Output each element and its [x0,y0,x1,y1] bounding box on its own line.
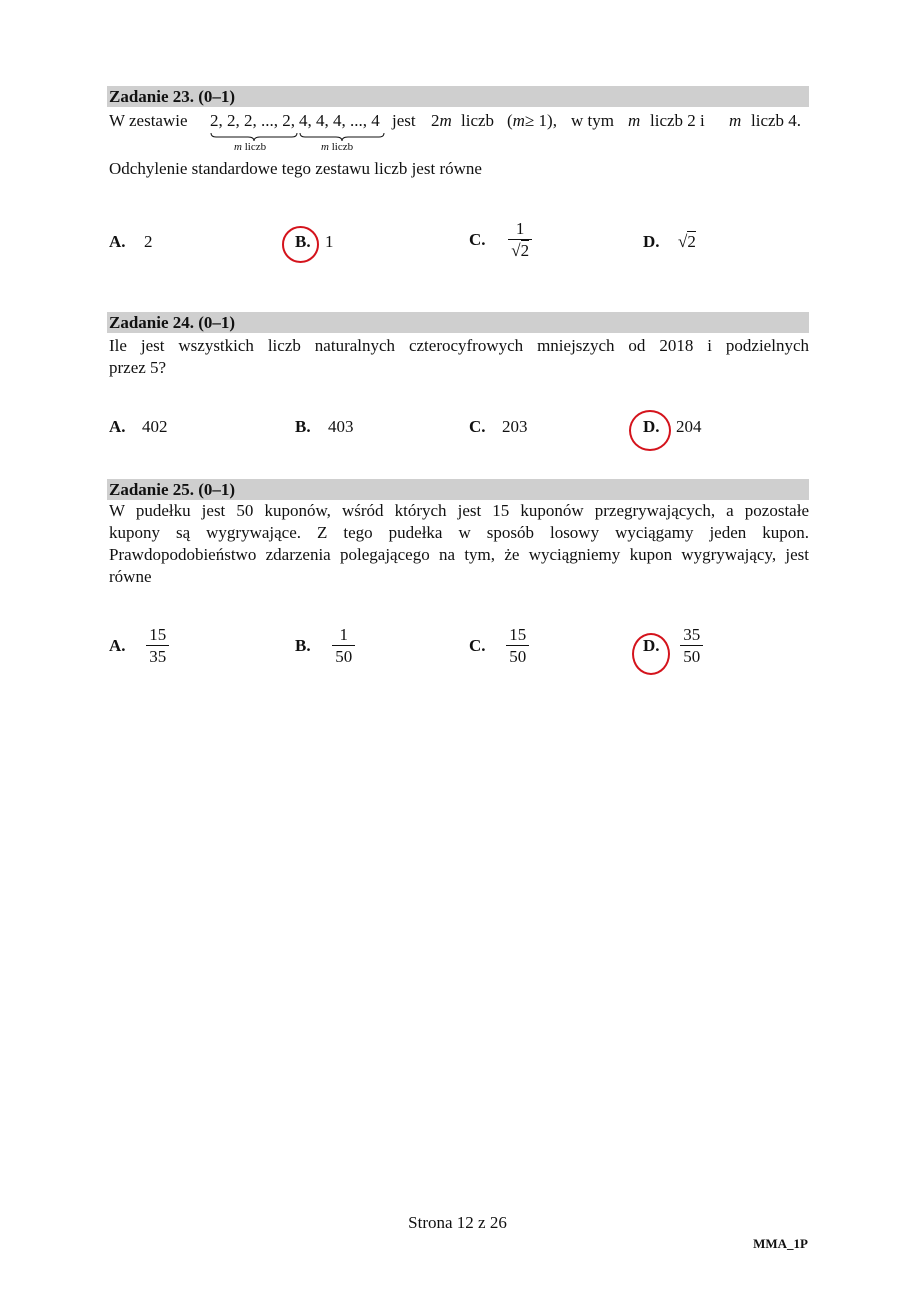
question-text: przez 5? [109,358,167,377]
option-c[interactable]: C. 203 [469,417,528,436]
option-b[interactable]: B. $\frac{1}{50}$ [295,625,355,667]
sequence-twos: 2, 2, 2, ..., 2, [210,111,295,130]
task-25 [107,479,809,689]
fraction: $\frac{35}{50}$ [680,625,703,667]
option-c[interactable]: C. $\frac{15}{50}$ [469,625,529,667]
page-number: Strona 12 z 26 [408,1213,507,1232]
question-text: kupony są wygrywające. Z tego pudełka w sposób losowy wyciągamy jeden kupon. [109,523,809,542]
question-condition: (m≥ 1), [507,111,557,130]
brace-label: m liczb [321,141,354,153]
task-header: Zadanie 23. (0–1) [107,86,809,107]
question-fragment: liczb 2 i [650,111,705,130]
option-a[interactable]: A. $\frac{15}{35}$ [109,625,169,667]
option-d[interactable]: D. $\frac{35}{50}$ [643,625,703,667]
question-text: równe [109,567,152,586]
question-fragment: 2m [431,111,452,130]
question-text: Prawdopodobieństwo zdarzenia polegającego na tym, że wyciągniemy kupon wygrywający, jest [109,545,809,564]
option-a[interactable]: A. 402 [109,417,168,436]
question-fragment: m [729,111,742,130]
sqrt-icon: √ [511,241,521,260]
option-b[interactable]: B. 1 [295,232,334,251]
question-fragment: m [628,111,641,130]
sqrt-icon: √ [678,232,688,251]
option-d[interactable]: D. √2 [643,232,696,251]
option-b[interactable]: B. 403 [295,417,354,436]
question-fragment: jest [392,111,416,130]
question-fragment: w tym [571,111,614,130]
option-d[interactable]: D. 204 [643,417,702,436]
option-c[interactable]: C. $\frac{1}{√2}$ [469,219,532,261]
sequence-fours: 4, 4, 4, ..., 4 [299,111,380,130]
question-text: Odchylenie standardowe tego zestawu liczb jest równe [109,159,482,178]
task-24 [107,312,809,462]
task-23 [107,86,809,276]
question-text: Ile jest wszystkich liczb naturalnych czterocyfrowych mniejszych od 2018 i podzielnych [109,336,809,355]
question-fragment: W zestawie [109,111,188,130]
fraction: $\frac{1}{50}$ [332,625,355,667]
fraction: $\frac{15}{50}$ [506,625,529,667]
option-a[interactable]: A. 2 [109,232,153,251]
exam-code: MMA_1P [753,1236,808,1251]
question-fragment: liczb 4. [751,111,802,130]
fraction: $\frac{1}{√2}$ [508,219,532,261]
question-text: W pudełku jest 50 kuponów, wśród których jest 15 kuponów przegrywających, a pozostałe [109,501,809,520]
task-header: Zadanie 25. (0–1) [107,479,809,500]
fraction: $\frac{15}{35}$ [146,625,169,667]
brace-label: m liczb [234,141,267,153]
task-header: Zadanie 24. (0–1) [107,312,809,333]
question-fragment: liczb [461,111,495,130]
